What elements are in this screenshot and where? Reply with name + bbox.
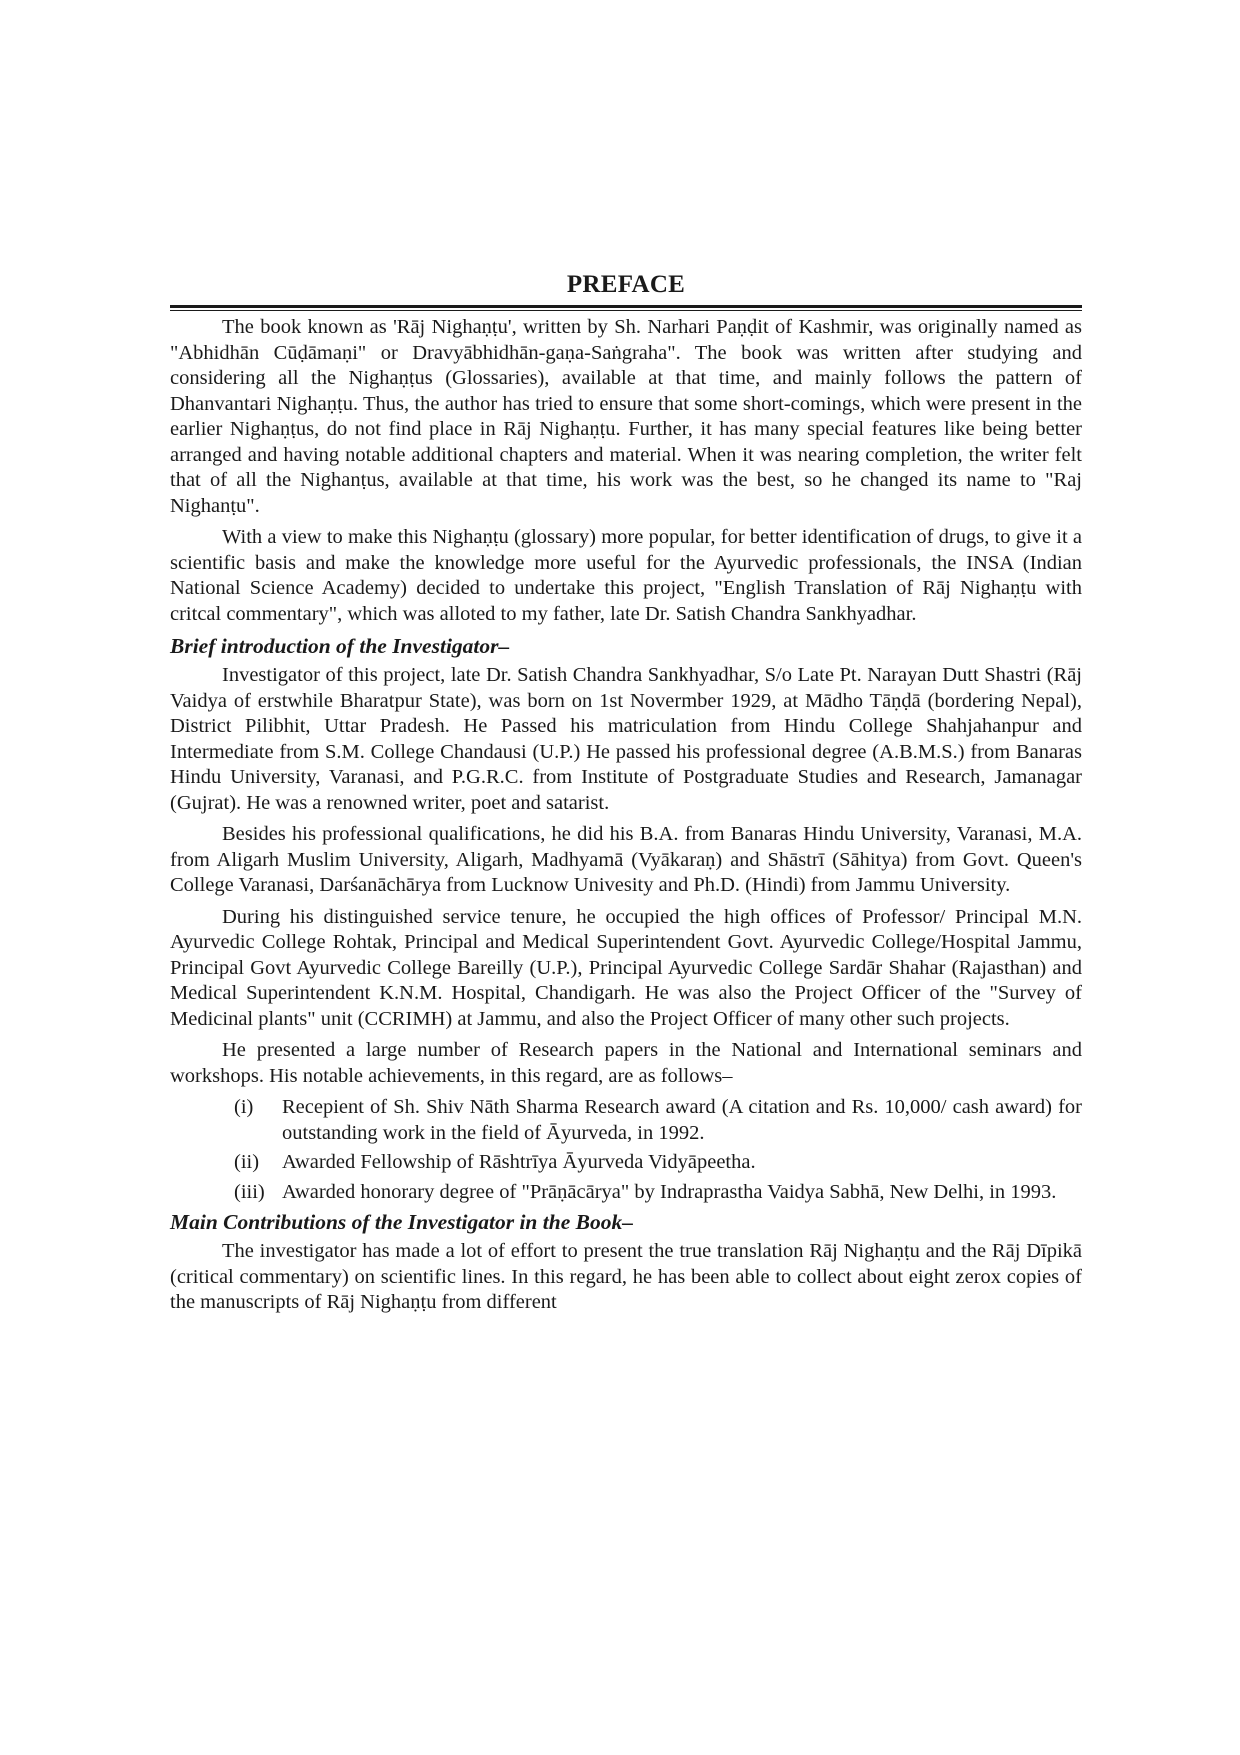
contributions-paragraph: The investigator has made a lot of effort to present the true translation Rāj Nighaṇṭu and the Rāj Dīpikā (critical commentary) on scientific lines. In this regard, he has been able to collect about eight zerox copies of the manuscripts of Rāj Nighaṇṭu from different	[170, 1240, 1082, 1313]
achievement-item	[170, 1150, 1082, 1176]
title-rule-thick	[170, 305, 1082, 308]
achievements-list	[170, 1095, 1082, 1205]
achievement-text: Awarded Fellowship of Rāshtrīya Āyurveda Vidyāpeetha.	[282, 1151, 756, 1173]
intro-paragraph-2: With a view to make this Nighaṇṭu (glossary) more popular, for better identification of drugs, to give it a scientific basis and make the knowledge more useful for the Ayurvedic professionals, the INSA (Indian National Science Academy) decided to undertake this project, "English Translation of Rāj Nighaṇṭu with critcal commentary", which was alloted to my father, late Dr. Satish Chandra Sankhyadhar.	[170, 526, 1082, 625]
investigator-paragraph-2: Besides his professional qualifications, he did his B.A. from Banaras Hindu University, Varanasi, M.A. from Aligarh Muslim University, Aligarh, Madhyamā (Vyākaraṇ) and Shāstrī (Sāhitya) from Govt. Queen's College Varanasi, Darśanāchārya from Lucknow Univesity and Ph.D. (Hindi) from Jammu University.	[170, 823, 1082, 896]
preface-page	[170, 270, 1082, 1322]
achievement-item	[170, 1180, 1082, 1206]
page-title: PREFACE	[566, 271, 686, 298]
achievement-number: (i)	[234, 1096, 254, 1118]
achievement-number: (ii)	[234, 1151, 260, 1173]
investigator-paragraph-1: Investigator of this project, late Dr. Satish Chandra Sankhyadhar, S/o Late Pt. Narayan Dutt Shastri (Rāj Vaidya of erstwhile Bharatpur State), was born on 1st Novermber 1929, at Mādho Tāṇḍā (bordering Nepal), District Pilibhit, Uttar Pradesh. He Passed his matriculation from Hindu College Shahjahanpur and Intermediate from S.M. College Chandausi (U.P.) He passed his professional degree (A.B.M.S.) from Banaras Hindu University, Varanasi, and P.G.R.C. from Institute of Postgraduate Studies and Research, Jamanagar (Gujrat). He was a renowned writer, poet and satarist.	[170, 664, 1082, 814]
contributions-heading: Main Contributions of the Investigator in the Book–	[170, 1210, 633, 1234]
title-rule-thin	[170, 310, 1082, 311]
achievement-item	[170, 1095, 1082, 1146]
achievement-number: (iii)	[234, 1180, 265, 1203]
investigator-paragraph-4: He presented a large number of Research papers in the National and International seminars and workshops. His notable achievements, in this regard, are as follows–	[170, 1039, 1082, 1087]
achievement-text: Awarded honorary degree of "Prāṇācārya" by Indraprastha Vaidya Sabhā, New Delhi, in 1993.	[282, 1180, 1057, 1203]
achievement-text: Recepient of Sh. Shiv Nāth Sharma Research award (A citation and Rs. 10,000/ cash award) for outstanding work in the field of Āyurveda, in 1992.	[282, 1096, 1082, 1144]
intro-paragraph-1: The book known as 'Rāj Nighaṇṭu', written by Sh. Narhari Paṇḍit of Kashmir, was originally named as "Abhidhān Cūḍāmaṇi" or Dravyābhidhān-gaṇa-Saṅgraha". The book was written after studying and considering all the Nighaṇṭus (Glossaries), available at that time, and mainly follows the pattern of Dhanvantari Nighaṇṭu. Thus, the author has tried to ensure that some short-comings, which were present in the earlier Nighaṇṭus, do not find place in Rāj Nighaṇṭu. Further, it has many special features like being better arranged and having notable additional chapters and material. When it was nearing completion, the writer felt that of all the Nighanṭus, available at that time, his work was the best, so he changed its name to "Raj Nighanṭu".	[170, 316, 1082, 517]
investigator-heading: Brief introduction of the Investigator–	[170, 634, 510, 658]
investigator-paragraph-3: During his distinguished service tenure, he occupied the high offices of Professor/ Principal M.N. Ayurvedic College Rohtak, Principal and Medical Superintendent Govt. Ayurvedic College/Hospital Jammu, Principal Govt Ayurvedic College Bareilly (U.P.), Principal Ayurvedic College Sardār Shahar (Rajasthan) and Medical Superintendent K.N.M. Hospital, Chandigarh. He was also the Project Officer of the "Survey of Medicinal plants" unit (CCRIMH) at Jammu, and also the Project Officer of many other such projects.	[170, 905, 1082, 1030]
